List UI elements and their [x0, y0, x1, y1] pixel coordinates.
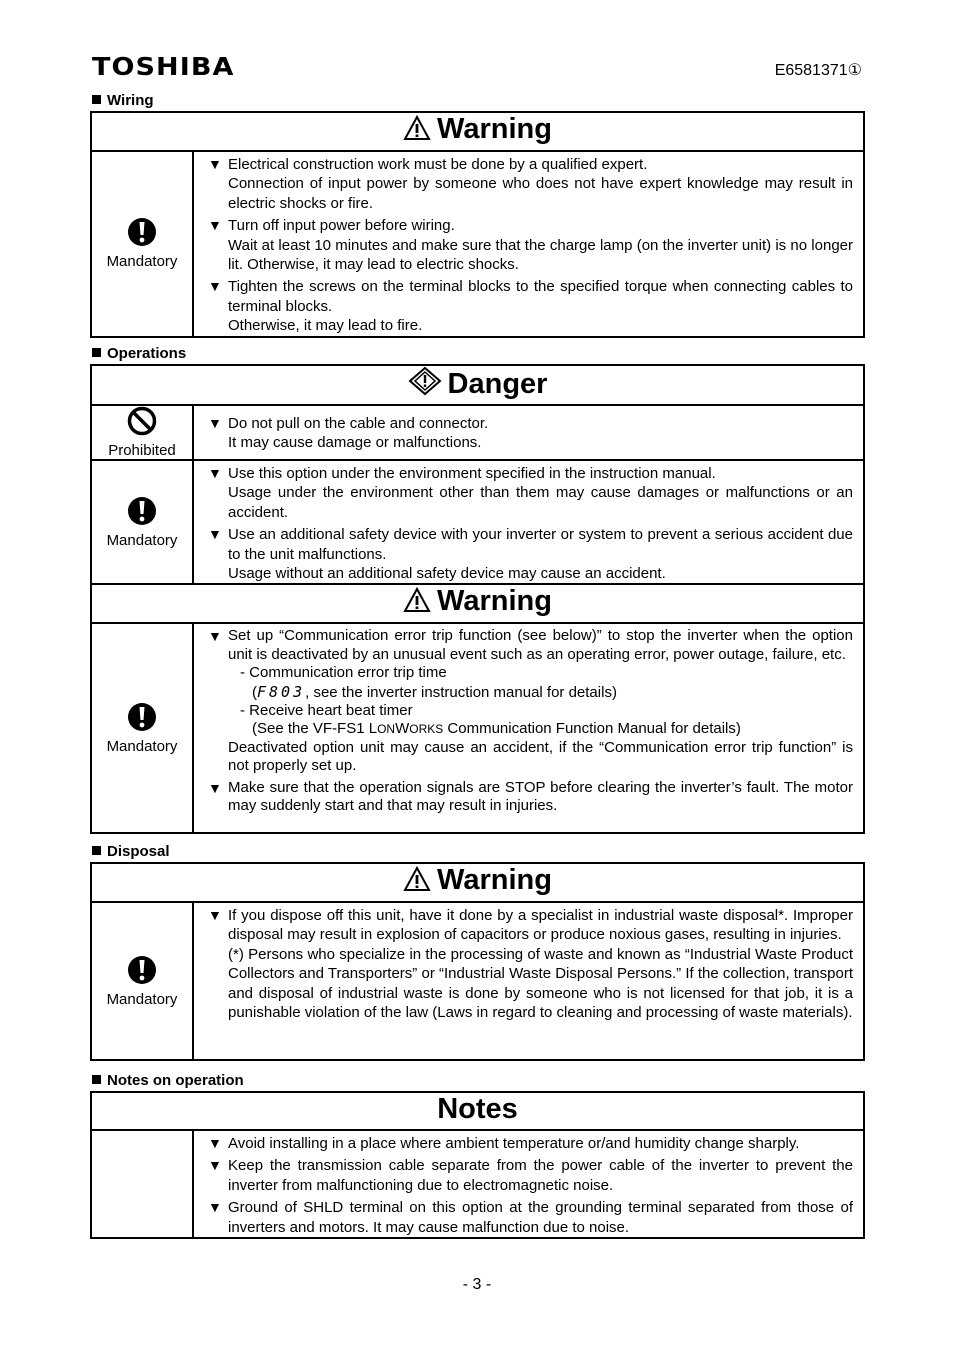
detail-text: Communication Function Manual for details) — [443, 720, 741, 738]
item-detail: Otherwise, it may lead to fire. — [228, 317, 423, 335]
page-number: - 3 - — [462, 1276, 492, 1293]
sub-item: - Receive heart beat timer — [240, 702, 413, 720]
danger-mandatory-content — [193, 460, 864, 584]
bullet-triangle-icon: ▼ — [208, 465, 222, 481]
list-item — [208, 464, 853, 522]
document-number: E6581371① — [774, 62, 862, 79]
section-heading-wiring — [92, 92, 154, 109]
detail-text: W — [395, 720, 410, 738]
mandatory-label: Mandatory — [106, 737, 178, 755]
list-item — [208, 1198, 853, 1237]
list-item — [208, 155, 853, 213]
section-label: Operations — [107, 345, 187, 362]
mandatory-icon — [92, 702, 192, 736]
warning-title: Warning — [437, 113, 552, 145]
warning-header — [91, 112, 864, 151]
notes-title: Notes — [437, 1093, 518, 1125]
item-main: Use an additional safety device with your inverter or system to prevent a serious accident due to the unit malfunctions. — [228, 526, 853, 563]
mandatory-icon — [92, 217, 192, 251]
mandatory-cell — [91, 460, 193, 584]
section-label: Disposal — [107, 843, 170, 860]
section-label: Notes on operation — [107, 1072, 244, 1089]
item-main: Do not pull on the cable and connector. — [228, 415, 489, 432]
section-heading-operations — [92, 345, 186, 362]
item-main: If you dispose off this unit, have it done by a specialist in industrial waste disposal*. Improper disposal may result in explosion of capacitors or produce noxious gases, resulting in injuries. — [228, 907, 853, 944]
prohibited-label: Prohibited — [108, 442, 176, 459]
wiring-warning-table — [90, 111, 865, 338]
warning-header — [91, 584, 864, 623]
item-main: Use this option under the environment specified in the instruction manual. — [228, 465, 716, 482]
warning-title: Warning — [437, 585, 552, 618]
list-item — [208, 1134, 853, 1153]
bullet-triangle-icon: ▼ — [208, 779, 222, 796]
mandatory-icon — [92, 496, 192, 530]
notes-table — [90, 1091, 865, 1239]
danger-diamond-icon — [408, 366, 442, 404]
list-item — [208, 906, 853, 1022]
bullet-triangle-icon: ▼ — [208, 907, 222, 923]
section-label: Wiring — [107, 92, 154, 109]
list-item — [208, 414, 853, 453]
item-main: Keep the transmission cable separate from the power cable of the inverter to prevent the inverter from malfunctioning due to electromagnetic noise. — [228, 1157, 853, 1194]
notes-header — [91, 1092, 864, 1130]
item-main: Electrical construction work must be done by a qualified expert. — [228, 156, 648, 173]
bullet-triangle-icon: ▼ — [208, 415, 222, 431]
list-item — [208, 216, 853, 274]
list-item — [208, 1156, 853, 1195]
detail-text: , see the inverter instruction manual for details) — [305, 683, 617, 701]
detail-text: ON — [377, 722, 396, 737]
sub-item-detail — [228, 720, 853, 738]
bullet-triangle-icon: ▼ — [208, 156, 222, 172]
warning-triangle-icon — [403, 115, 431, 149]
detail-text: (See the VF-FS1 L — [252, 720, 378, 738]
item-main: Tighten the screws on the terminal blocks to the specified torque when connecting cables to terminal blocks. — [228, 278, 853, 315]
mandatory-icon — [92, 955, 192, 989]
sub-item-detail: (F803, see the inverter instruction manual for details) — [252, 682, 617, 701]
danger-title: Danger — [447, 368, 548, 400]
warning-triangle-icon — [403, 866, 431, 900]
disposal-content — [193, 902, 864, 1060]
warning-header — [91, 863, 864, 902]
warning-title: Warning — [437, 864, 552, 896]
danger-header — [91, 365, 864, 405]
bullet-triangle-icon: ▼ — [208, 1135, 222, 1151]
item-detail: (*) Persons who specialize in the processing of waste and known as “Industrial Waste Product Collectors and Transporters” or “Industrial Waste Disposal Persons.” If the collection, transport and disposal of industrial waste is done by someone who is not licensed for that job, it is a punishable violation of the law (Laws in regard to cleaning and processing of waste materials). — [228, 945, 853, 1022]
toshiba-logo: TOSHIBA — [92, 52, 235, 81]
disposal-warning-table — [90, 862, 865, 1061]
operations-warning-content — [193, 623, 864, 833]
bullet-triangle-icon: ▼ — [208, 217, 222, 234]
mandatory-label: Mandatory — [106, 990, 178, 1008]
prohibited-cell — [91, 405, 193, 460]
list-item — [208, 277, 853, 335]
item-detail: Deactivated option unit may cause an accident, if the “Communication error trip function” is not properly set up. — [228, 738, 853, 775]
section-heading-notes — [92, 1072, 244, 1089]
bullet-triangle-icon: ▼ — [208, 278, 222, 295]
mandatory-cell — [91, 623, 193, 833]
bullet-triangle-icon: ▼ — [208, 1199, 222, 1216]
item-main: Turn off input power before wiring. — [228, 217, 455, 235]
list-item — [208, 627, 853, 775]
mandatory-cell — [91, 902, 193, 1060]
item-detail: Wait at least 10 minutes and make sure that the charge lamp (on the inverter unit) is no longer lit. Otherwise, it may lead to electric shocks. — [228, 236, 853, 274]
prohibited-icon — [92, 406, 192, 440]
mandatory-cell — [91, 151, 193, 337]
list-item — [208, 525, 853, 583]
notes-side-cell — [91, 1130, 193, 1238]
section-heading-disposal — [92, 843, 170, 860]
item-detail: Connection of input power by someone who does not have expert knowledge may result in electric shocks or fire. — [228, 175, 853, 212]
notes-content — [193, 1130, 864, 1238]
parameter-code: F803 — [257, 682, 306, 701]
item-main: Ground of SHLD terminal on this option at the grounding terminal separated from those of inverters and motors. It may cause malfunction due to noise. — [228, 1199, 853, 1236]
wiring-content — [193, 151, 864, 337]
item-detail: It may cause damage or malfunctions. — [228, 434, 482, 452]
list-item — [208, 779, 853, 816]
bullet-triangle-icon: ▼ — [208, 1157, 222, 1174]
danger-prohibited-content — [193, 405, 864, 460]
bullet-triangle-icon: ▼ — [208, 628, 222, 645]
item-main: Avoid installing in a place where ambient temperature or/and humidity change sharply. — [228, 1135, 800, 1152]
bullet-triangle-icon: ▼ — [208, 526, 222, 543]
warning-triangle-icon — [403, 587, 431, 621]
sub-item: - Communication error trip time — [240, 664, 447, 682]
item-detail: Usage under the environment other than them may cause damages or malfunctions or an accident. — [228, 484, 853, 521]
operations-table — [90, 364, 865, 834]
item-main: Set up “Communication error trip function (see below)” to stop the inverter when the option unit is deactivated by an unusual event such as an operating error, power outage, failure, etc. — [228, 627, 853, 663]
mandatory-label: Mandatory — [106, 253, 178, 271]
item-main: Make sure that the operation signals are STOP before clearing the inverter’s fault. The motor may suddenly start and that may result in injuries. — [228, 778, 853, 815]
detail-text: ORKS — [409, 722, 444, 737]
item-detail: Usage without an additional safety device may cause an accident. — [228, 565, 666, 583]
mandatory-label: Mandatory — [106, 531, 178, 549]
